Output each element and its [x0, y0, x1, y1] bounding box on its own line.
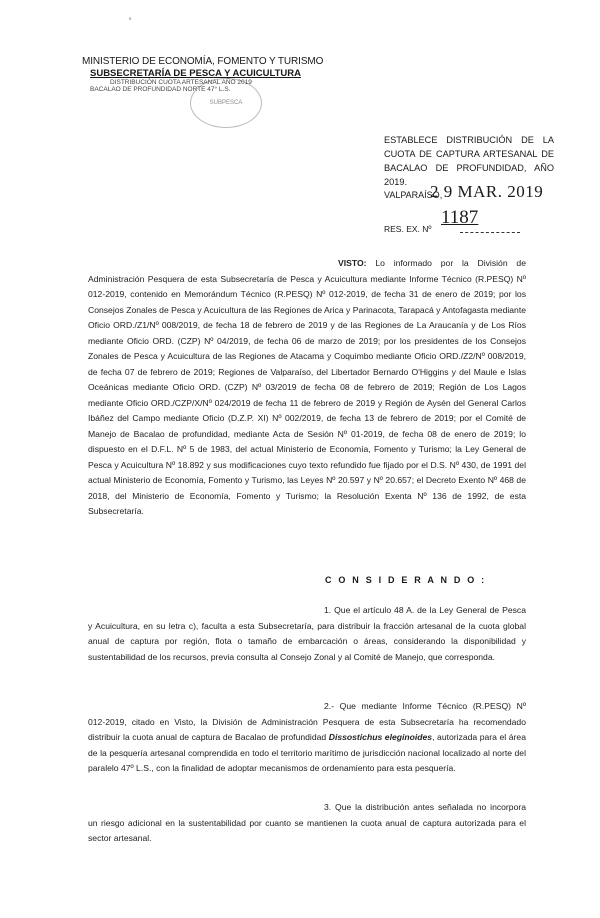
stamped-date: 2 9 MAR. 2019	[430, 182, 544, 201]
visto-text: Lo informado por la División de Administración Pesquera de esta Subsecretaría de Pesca y Acuicultura mediante Informe Técnico (R.PESQ) Nº 012-2019, contenido en Memorándum Técnico (R.PESQ) Nº 012-2019, de fecha 31 de enero de 2019; por los Consejos Zonales de Pesca y Acuicultura de las Regiones de Arica y Parinacota, Tarapacá y Antofagasta mediante Oficio ORD./Z1/Nº 008/2019, de fecha 18 de febrero de 2019 y de las Regiones de La Araucanía y de Los Ríos mediante Oficio ORD. (CZP) Nº 04/2019, de fecha 06 de marzo de 2019; por los presidentes de los Consejos Zonales de Pesca y Acuicultura de las Regiones de Atacama y Coquimbo mediante Oficio ORD./Z2/Nº 008/2019, de fecha 07 de febrero de 2019; Regiones de Valparaíso, del Libertador Bernardo O'Higgins y del Maule e Islas Oceánicas mediante Oficio ORD. (CZP) Nº 03/2019 de fecha 08 de febrero de 2019; Región de Los Lagos mediante Oficio ORD./CZP/X/Nº 024/2019 de fecha 11 de febrero de 2019 y Región de Aysén del General Carlos Ibáñez del Campo mediante Oficio (D.Z.P. XI) Nº 002/2019, de fecha 13 de febrero de 2019; por el Comité de Manejo de Bacalao de profundidad, mediante Acta de Sesión Nº 01-2019, de fecha 08 de enero de 2019; lo dispuesto en el D.F.L. Nº 5 de 1983, del actual Ministerio de Economía, Fomento y Turismo; la Ley General de Pesca y Acuicultura Nº 18.892 y sus modificaciones cuyo texto refundido fue fijado por el D.S. Nº 430, de 1991 del actual Ministerio de Economía, Fomento y Turismo, las Leyes Nº 20.597 y Nº 20.657; el Decreto Exento Nº 468 de 2018, del Ministerio de Economía, Fomento y Turismo; la Resolución Exenta Nº 136 de 1992, de esta Subsecretaría.	[88, 258, 526, 516]
considerando-item-1: 1. Que el artículo 48 A. de la Ley General de Pesca y Acuicultura, en su letra c), faculta a esta Subsecretaría, para distribuir la fracción artesanal de la cuota global anual de captura por región, flota o tamaño de embarcación o áreas, considerando la disponibilidad y sustentabilidad de los recursos, previa consulta al Consejo Zonal y al Comité de Manejo, que corresponda.	[88, 605, 526, 662]
scan-mark: '	[129, 16, 132, 28]
resolution-underline	[460, 232, 520, 233]
visto-lead: VISTO:	[338, 258, 367, 268]
resolution-label: RES. EX. Nº	[384, 224, 432, 234]
document-title: ESTABLECE DISTRIBUCIÓN DE LA CUOTA DE CAPTURA ARTESANAL DE BACALAO DE PROFUNDIDAD, AÑO 2019.	[384, 135, 554, 187]
official-stamp: SUBPESCA	[190, 78, 262, 128]
species-name: Dissostichus eleginoides	[328, 732, 433, 742]
ministry-name: MINISTERIO DE ECONOMÍA, FOMENTO Y TURISMO	[82, 56, 324, 67]
place-label: VALPARAÍSO,	[384, 190, 443, 200]
subsecretaria-name: SUBSECRETARÍA DE PESCA Y ACUICULTURA	[90, 68, 301, 79]
visto-paragraph	[88, 256, 526, 520]
considerando-item-3: 3. Que la distribución antes señalada no incorpora un riesgo adicional en la sustentabilidad por cuanto se mantienen la cuota anual de captura autorizada para el sector artesanal.	[88, 802, 526, 843]
letterhead-line-3: DISTRIBUCIÓN CUOTA ARTESANAL AÑO 2019	[110, 79, 252, 86]
considerando-item-2: 2.- Que mediante Informe Técnico (R.PESQ) Nº 012-2019, citado en Visto, la División de Administración Pesquera de esta Subsecretaría ha recomendado distribuir la cuota anual de captura de Bacalao de profundidad Dissostichus eleginoides, autorizada para el área de la pesquería artesanal comprendida en todo el territorio marítimo de jurisdicción nacional localizado al norte del paralelo 47º L.S., con la finalidad de adoptar mecanismos de ordenamiento para esta pesquería.	[88, 701, 526, 773]
considerando-heading: C O N S I D E R A N D O :	[325, 575, 487, 585]
letterhead-line-4: BACALAO DE PROFUNDIDAD NORTE 47° L.S.	[90, 86, 231, 93]
resolution-number: 1187	[441, 207, 479, 228]
